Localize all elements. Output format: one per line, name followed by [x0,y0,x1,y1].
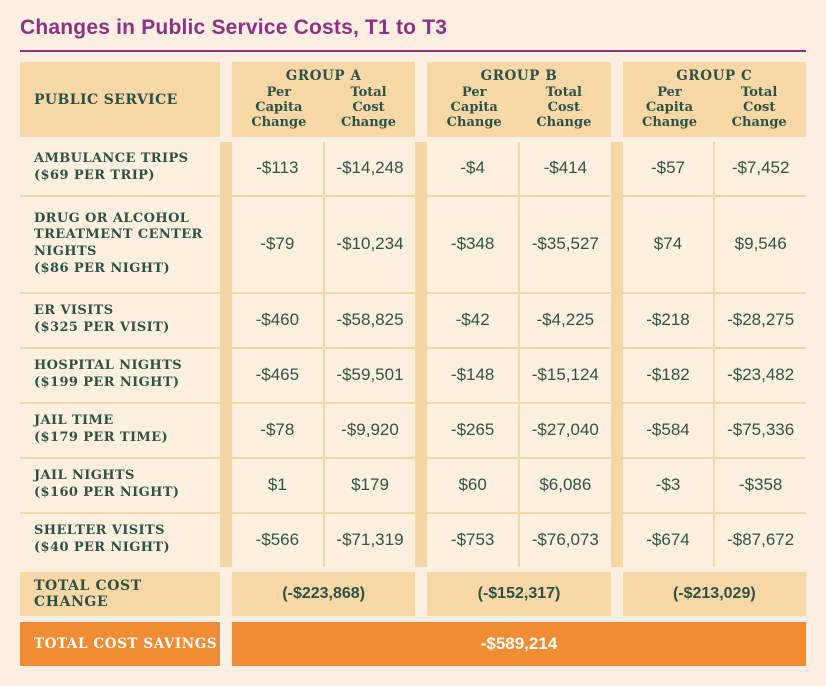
group-b-subheaders [429,86,608,131]
group-b-total-cost-header: Total Cost Change [536,85,592,130]
group-b-per-capita-header: Per Capita Change [446,85,502,130]
value-cell: -$113 [232,142,323,195]
service-label [20,197,220,292]
value-cell: -$14,248 [325,142,416,195]
value-cell: -$78 [232,404,323,457]
value-cell: -$674 [623,514,714,567]
value-cell: $9,546 [715,197,806,292]
service-label [20,514,220,567]
total-cost-change-group-b: (-$152,317) [427,572,610,616]
group-c-per-capita-header: Per Capita Change [641,85,698,130]
title-divider [20,50,806,52]
table-row-jail-time [20,404,806,457]
value-cell: -$71,319 [325,514,416,567]
value-cell: -$3 [623,459,714,512]
value-cell: -$15,124 [520,349,611,402]
service-name: DRUG OR ALCOHOL TREATMENT CENTER NIGHTS [34,210,203,260]
group-a-subheaders [234,86,413,131]
value-cell: -$10,234 [325,197,416,292]
value-cell: -$460 [232,294,323,347]
table-row-hospital-nights [20,349,806,402]
service-unit-cost: ($179 PER TIME) [34,430,169,446]
value-cell: $179 [325,459,416,512]
value-cell: -$348 [427,197,518,292]
table-header-row [20,62,806,137]
service-name: ER VISITS [34,303,114,319]
value-cell: -$57 [623,142,714,195]
value-cell: -$358 [715,459,806,512]
service-unit-cost: ($325 PER VISIT) [34,320,170,336]
value-cell: -$75,336 [715,404,806,457]
value-cell: -$58,825 [325,294,416,347]
group-c-subheaders [625,86,804,131]
value-cell: -$4 [427,142,518,195]
group-a-per-capita-header: Per Capita Change [251,85,307,130]
value-cell: -$35,527 [520,197,611,292]
group-c-name: GROUP C [676,68,753,84]
group-c-total-cost-header: Total Cost Change [731,85,787,130]
total-cost-change-label: TOTAL COST CHANGE [20,572,220,616]
value-cell: -$76,073 [520,514,611,567]
service-name: AMBULANCE TRIPS [34,151,189,167]
service-name: JAIL TIME [34,413,114,429]
service-label [20,459,220,512]
value-cell: -$753 [427,514,518,567]
service-unit-cost: ($86 PER NIGHT) [34,261,170,277]
service-unit-cost: ($199 PER NIGHT) [34,375,180,391]
value-cell: $1 [232,459,323,512]
public-service-column-header: PUBLIC SERVICE [20,62,220,137]
value-cell: -$265 [427,404,518,457]
value-cell: -$87,672 [715,514,806,567]
group-a-header [232,62,415,137]
table-row-ambulance-trips [20,142,806,195]
service-label [20,349,220,402]
value-cell: $60 [427,459,518,512]
value-cell: -$218 [623,294,714,347]
value-cell: -$59,501 [325,349,416,402]
table-row-er-visits [20,294,806,347]
group-a-total-cost-header: Total Cost Change [340,85,397,130]
value-cell: -$27,040 [520,404,611,457]
value-cell: -$7,452 [715,142,806,195]
value-cell: -$23,482 [715,349,806,402]
group-a-name: GROUP A [285,68,362,84]
value-cell: -$465 [232,349,323,402]
total-cost-change-group-c: (-$213,029) [623,572,806,616]
table-body [20,142,806,567]
page-title: Changes in Public Service Costs, T1 to T3 [20,16,448,39]
table-row-jail-nights [20,459,806,512]
value-cell: -$42 [427,294,518,347]
value-cell: -$79 [232,197,323,292]
service-name: JAIL NIGHTS [34,468,135,484]
value-cell: -$566 [232,514,323,567]
table-row-treatment-center-nights [20,197,806,292]
group-b-name: GROUP B [480,68,558,84]
service-label [20,404,220,457]
group-c-header [623,62,806,137]
service-label [20,142,220,195]
group-b-header [427,62,610,137]
total-cost-savings-row [20,622,806,666]
total-cost-change-group-a: (-$223,868) [232,572,415,616]
value-cell: -$9,920 [325,404,416,457]
value-cell: -$182 [623,349,714,402]
table-row-shelter-visits [20,514,806,567]
value-cell: -$28,275 [715,294,806,347]
value-cell: -$148 [427,349,518,402]
value-cell: -$584 [623,404,714,457]
service-name: HOSPITAL NIGHTS [34,358,182,374]
service-unit-cost: ($69 PER TRIP) [34,168,155,184]
service-name: SHELTER VISITS [34,523,165,539]
total-cost-savings-label: TOTAL COST SAVINGS [20,622,220,666]
value-cell: -$4,225 [520,294,611,347]
value-cell: $74 [623,197,714,292]
total-cost-change-row [20,572,806,616]
service-unit-cost: ($40 PER NIGHT) [34,540,170,556]
service-unit-cost: ($160 PER NIGHT) [34,485,180,501]
total-cost-savings-value: -$589,214 [232,622,806,666]
value-cell: -$414 [520,142,611,195]
value-cell: $6,086 [520,459,611,512]
service-label [20,294,220,347]
